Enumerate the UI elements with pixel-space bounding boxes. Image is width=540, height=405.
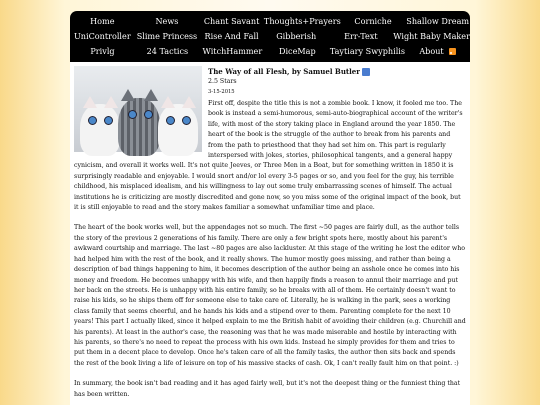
kitten-left-eye bbox=[88, 116, 97, 125]
rss-feed-icon[interactable] bbox=[449, 48, 456, 55]
nav-about-label[interactable]: About bbox=[419, 45, 444, 56]
nav-row-1 bbox=[70, 13, 470, 28]
post-title-text[interactable]: The Way of all Flesh, by Samuel Butler bbox=[208, 67, 360, 76]
nav-thoughts-prayers[interactable]: Thoughts+Prayers bbox=[263, 15, 341, 26]
nav-taytiary-swyphilis[interactable]: Taytiary Swyphilis bbox=[329, 45, 406, 56]
nav-chant-savant[interactable]: Chant Savant bbox=[203, 15, 260, 26]
kittens-image bbox=[74, 66, 202, 152]
nav-24-tactics[interactable]: 24 Tactics bbox=[146, 45, 189, 56]
nav-about[interactable] bbox=[405, 46, 470, 56]
kitten-right bbox=[158, 104, 198, 156]
nav-home[interactable]: Home bbox=[90, 15, 115, 26]
post-date: 3-15-2015 bbox=[208, 89, 235, 95]
nav-unicontroller[interactable]: UniController bbox=[73, 30, 131, 41]
nav-witchhammer[interactable]: WitchHammer bbox=[202, 45, 263, 56]
kitten-middle-eye-2 bbox=[144, 110, 153, 119]
post-paragraph: The heart of the book works well, but the appendages not so much. The first ~50 pages are fairly dull, as the author tells the story of the previous 2 generations of his family. There are only a few bright spots here, mostly about his parent's awkward courtship and marriage. The last ~80 pages are also lackluster. At this stage of the writing he lost the editor who had helped him with the rest of the book, and it really shows. The humor mostly goes missing, and rather than being a description of bad things happening to him, it becomes description of the author being an asshole once he comes into his money and freedom. He becomes unhappy with his wife, and then happily finds a reason to annul their marriage and put her back on the streets. He is unhappy with his entire family, so he breaks with all of them. He certainly doesn't want to raise his kids, so he ships them off for someone else to take care of. Literally, he is walking in the park, sees a working class family that seems cheerful, and he hands his kids and a stipend over to them. Parenting complete for the next 10 years! This part I actually liked, since it helped explain to me the British habit of avoiding their children (e.g. Churchill and his parents). At least in the author's case, the reasoning was that he was made miserable and hostile by interacting with his parents, so there's no need to repeat the process with his own kids. Instead he simply provides for them and tries to put them in a decent place to develop. Once he's taken care of all the family tasks, the author then sits back and spends the rest of the book living a life of leisure on top of his massive stacks of cash. Ok, I can't really fault him on that point. :) bbox=[74, 224, 466, 367]
page-frame bbox=[70, 11, 470, 405]
post-rating: 2.5 Stars bbox=[208, 78, 237, 85]
nav-err-text[interactable]: Err-Text bbox=[344, 30, 378, 41]
top-navigation bbox=[70, 11, 470, 62]
kitten-middle-eye bbox=[128, 110, 137, 119]
feed-icon[interactable] bbox=[362, 68, 370, 76]
kitten-left-ear-2 bbox=[104, 96, 118, 108]
nav-shallow-dream[interactable]: Shallow Dream bbox=[406, 15, 470, 26]
nav-rise-and-fall[interactable]: Rise And Fall bbox=[204, 30, 259, 41]
kitten-left-eye-2 bbox=[104, 116, 113, 125]
nav-row-2 bbox=[70, 28, 470, 43]
kitten-middle-ear-2 bbox=[144, 89, 158, 101]
kitten-right-eye-2 bbox=[182, 116, 191, 125]
nav-slime-princess[interactable]: Slime Princess bbox=[136, 30, 198, 41]
kitten-middle-ear bbox=[121, 89, 135, 101]
kitten-middle bbox=[118, 98, 160, 156]
nav-news[interactable]: News bbox=[155, 15, 179, 26]
kitten-left bbox=[80, 104, 120, 156]
nav-wight-baby-maker[interactable]: Wight Baby Maker bbox=[393, 30, 470, 41]
nav-privlg[interactable]: Privlg bbox=[90, 45, 115, 56]
nav-row-3 bbox=[70, 43, 470, 58]
kitten-right-eye bbox=[166, 116, 175, 125]
kitten-right-ear-2 bbox=[182, 96, 196, 108]
nav-dicemap[interactable]: DiceMap bbox=[278, 45, 316, 56]
kitten-right-ear bbox=[161, 96, 175, 108]
nav-gibberish[interactable]: Gibberish bbox=[276, 30, 317, 41]
post-content bbox=[70, 62, 470, 405]
post-paragraph: First off, despite the title this is not a zombie book. I know, it fooled me too. The book is instead a semi-humorous, semi-auto-biographical account of the writer's life, with most of the story taking place in England around the year 1850. The heart of the book is the struggle of the author to break from his parents and from the path to priesthood that they had set him on. This part is regularly interspersed with jokes, stories, philosophical tangents, and a general happy cynicism, and overall it works well. It's not quite Jeeves, or Three Men in a Boat, but for something written in 1850 it is surprisingly readable and enjoyable. I would snort and/or lol every 3-5 pages or so, and you feel for the guy, his terrible childhood, his misplaced idealism, and his willingness to lay out some truly embarrassing scenes of himself. The actual institutions he is criticizing are mostly discredited and gone now, so you miss some of the original impact of the book, but it is still enjoyable to read and the story makes familiar a somewhat unfamiliar time and place. bbox=[74, 100, 463, 212]
post-paragraph: In summary, the book isn't bad reading and it has aged fairly well, but it's not the deepest thing or the funniest thing that has been written. bbox=[74, 380, 461, 398]
nav-corniche[interactable]: Corniche bbox=[354, 15, 392, 26]
kitten-left-ear bbox=[83, 96, 97, 108]
